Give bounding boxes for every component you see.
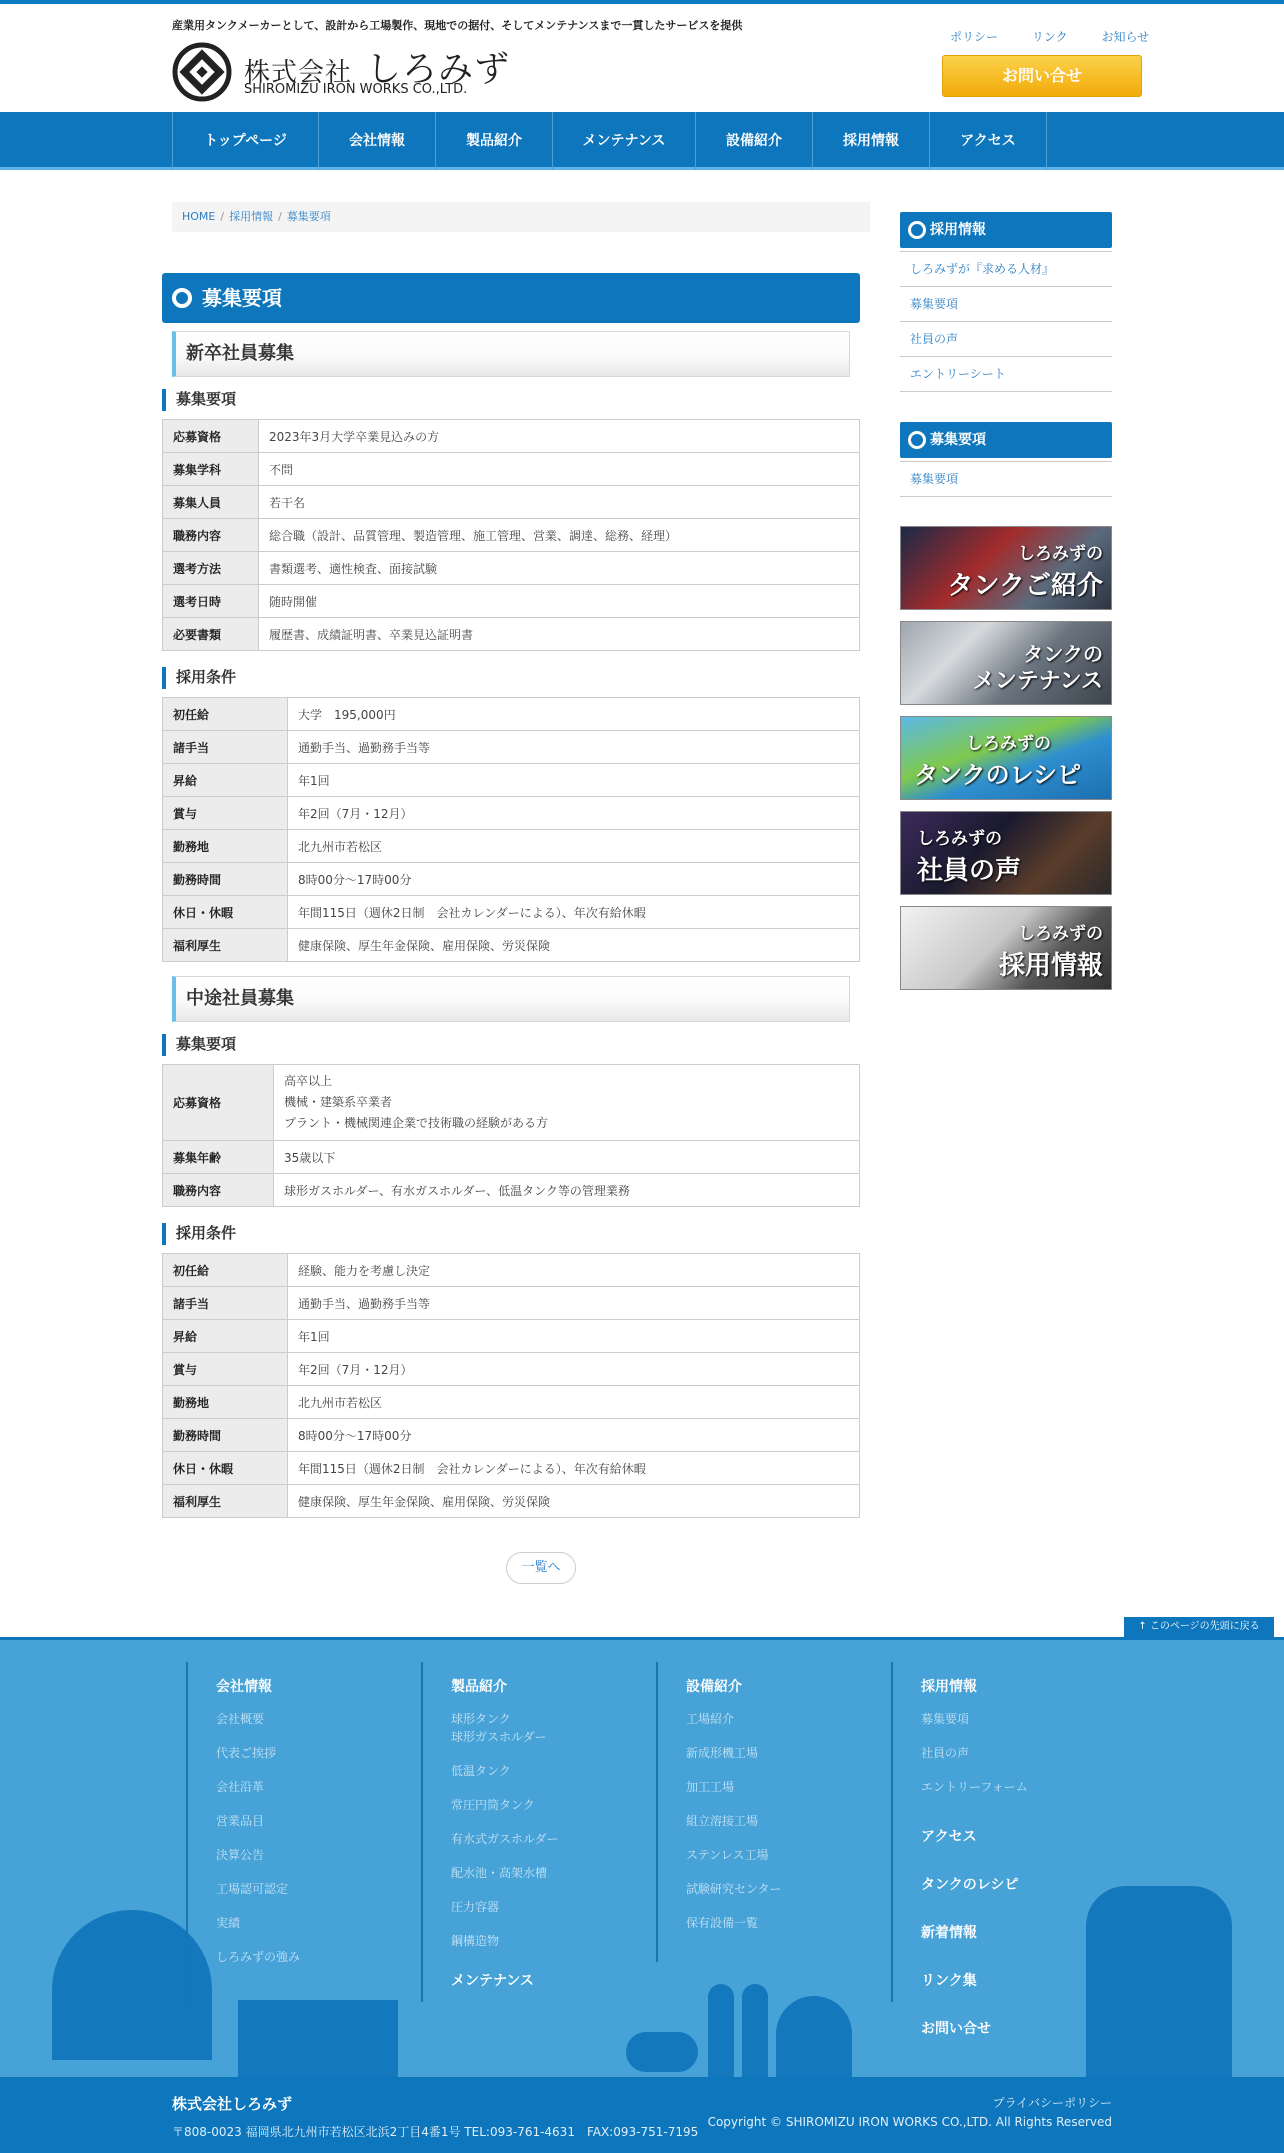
logo-name: しろみず (366, 50, 511, 90)
table-row (163, 830, 860, 863)
table-row (163, 1141, 860, 1174)
row-value: 大学 195,000円 (288, 698, 860, 731)
banner-line2: 採用情報 (998, 951, 1103, 981)
sidebar-heading-text: 募集要項 (930, 432, 986, 448)
banner-tank-intro[interactable] (900, 526, 1112, 610)
row-value: 通勤手当、過勤務手当等 (288, 1287, 860, 1320)
row-label: 応募資格 (163, 1065, 274, 1141)
row-value: 健康保険、厚生年金保険、雇用保険、労災保険 (288, 1485, 860, 1518)
footer-link[interactable]: 営業品目 (216, 1814, 265, 1828)
row-value: 8時00分〜17時00分 (288, 863, 860, 896)
row-value: 履歴書、成績証明書、卒業見込証明書 (259, 618, 860, 651)
footer-link[interactable]: しろみずの強み (216, 1950, 301, 1964)
table-row (163, 420, 860, 453)
row-label: 募集年齢 (163, 1141, 274, 1174)
row-value: 健康保険、厚生年金保険、雇用保険、労災保険 (288, 929, 860, 962)
sidebar-requirements-heading (900, 422, 1112, 458)
header-tagline: 産業用タンクメーカーとして、設計から工場製作、現地での据付、そしてメンテナンスまで一貫したサービスを提供 (172, 19, 743, 32)
table-row (163, 519, 860, 552)
table-row (163, 486, 860, 519)
nav-item-access[interactable]: アクセス (930, 112, 1047, 170)
ring-icon (908, 221, 926, 239)
breadcrumb-home[interactable]: HOME (182, 210, 216, 223)
silo-silhouette-icon (742, 1984, 768, 2077)
row-value: 年1回 (288, 1320, 860, 1353)
footer-company-name: 株式会社しろみず (172, 2095, 293, 2113)
qualification-line: プラント・機械関連企業で技術職の経験がある方 (284, 1116, 549, 1130)
footer-link[interactable]: 常圧円筒タンク (451, 1798, 535, 1812)
new-grad-recruit-table (162, 419, 860, 651)
mid-career-cond-heading: 採用条件 (162, 1223, 860, 1245)
nav-item-products[interactable]: 製品紹介 (436, 112, 553, 170)
row-label: 職務内容 (163, 1174, 274, 1207)
row-value: 2023年3月大学卒業見込みの方 (259, 420, 860, 453)
row-label: 職務内容 (163, 519, 259, 552)
row-value: 通勤手当、過勤務手当等 (288, 731, 860, 764)
row-value: 北九州市若松区 (288, 1386, 860, 1419)
banner-recruit-info[interactable] (900, 906, 1112, 990)
table-row (163, 1485, 860, 1518)
table-row (163, 1174, 860, 1207)
footer-link[interactable]: 球形ガスホルダー (451, 1730, 547, 1744)
banner-line2: メンテナンス (972, 669, 1103, 694)
footer-address: 〒808-0023 福岡県北九州市若松区北浜2丁目4番1号 TEL:093-761-4631 FAX:093-751-7195 (172, 2125, 699, 2139)
row-label: 初任給 (163, 1254, 288, 1287)
utility-links (950, 28, 1179, 45)
sidebar-item-requirements-2[interactable]: 募集要項 (900, 462, 1112, 497)
footer-link[interactable]: 決算公告 (216, 1848, 265, 1862)
footer-link[interactable]: 球形タンク (451, 1712, 511, 1726)
footer-col-facilities (656, 1662, 782, 1962)
footer-link[interactable]: 低温タンク (451, 1764, 511, 1778)
footer-copyright: Copyright © SHIROMIZU IRON WORKS CO.,LTD. All Rights Reserved (707, 2115, 1112, 2129)
row-label: 募集人員 (163, 486, 259, 519)
qualification-line: 機械・建築系卒業者 (284, 1095, 393, 1109)
row-label: 福利厚生 (163, 1485, 288, 1518)
footer-link-news[interactable]: 新着情報 (921, 1925, 977, 1941)
footer-link[interactable]: ステンレス工場 (686, 1848, 769, 1862)
new-grad-heading: 新卒社員募集 (172, 331, 850, 377)
sidebar-item-entry[interactable]: エントリーシート (900, 357, 1112, 392)
row-label: 勤務時間 (163, 1419, 288, 1452)
row-label: 応募資格 (163, 420, 259, 453)
footer-link-contact[interactable]: お問い合せ (921, 2021, 991, 2037)
row-value: 年1回 (288, 764, 860, 797)
logo-mark-icon (172, 42, 232, 102)
banner-line1: しろみずの (966, 734, 1051, 754)
row-value: 経験、能力を考慮し決定 (288, 1254, 860, 1287)
qualification-line: 高卒以上 (284, 1074, 333, 1088)
footer-link[interactable]: 工場認可認定 (216, 1882, 289, 1896)
footer-link[interactable]: 募集要項 (921, 1712, 970, 1726)
footer-link-recipe[interactable]: タンクのレシピ (921, 1877, 1019, 1893)
row-value: 8時00分〜17時00分 (288, 1419, 860, 1452)
mid-career-heading: 中途社員募集 (172, 976, 850, 1022)
row-label: 必要書類 (163, 618, 259, 651)
footer-link[interactable]: 実績 (216, 1916, 241, 1930)
nav-item-company[interactable]: 会社情報 (319, 112, 436, 170)
footer-link-access[interactable]: アクセス (921, 1829, 977, 1845)
row-value (274, 1065, 860, 1141)
footer-link[interactable]: 有水式ガスホルダー (451, 1832, 559, 1846)
footer-link[interactable]: 鋼構造物 (451, 1934, 500, 1948)
table-row (163, 863, 860, 896)
footer-link[interactable]: 試験研究センター (686, 1882, 782, 1896)
silo-silhouette-icon (708, 1984, 734, 2077)
footer-link[interactable]: エントリーフォーム (921, 1780, 1028, 1794)
row-value: 35歳以下 (274, 1141, 860, 1174)
sidebar-item-requirements[interactable]: 募集要項 (900, 287, 1112, 322)
footer-link[interactable]: 代表ご挨拶 (216, 1746, 277, 1760)
logo-prefix: 株式会社 (244, 58, 353, 88)
sidebar-heading-text: 採用情報 (930, 222, 986, 238)
sidebar-item-voices[interactable]: 社員の声 (900, 322, 1112, 357)
new-grad-cond-table (162, 697, 860, 962)
back-to-top-text: このページの先頭に戻る (1149, 1621, 1260, 1632)
row-label: 昇給 (163, 764, 288, 797)
row-label: 勤務地 (163, 1386, 288, 1419)
table-row (163, 764, 860, 797)
breadcrumb-current: 募集要項 (286, 210, 331, 223)
footer-link[interactable]: 組立溶接工場 (686, 1814, 759, 1828)
main-content (162, 273, 860, 1518)
row-value: 若干名 (259, 486, 860, 519)
nav-item-recruit[interactable]: 採用情報 (813, 112, 930, 170)
banner-line1: タンクの (1023, 642, 1103, 666)
table-row (163, 1287, 860, 1320)
banner-line2: 社員の声 (917, 856, 1022, 886)
util-link-news[interactable]: お知らせ (1101, 30, 1150, 44)
sidebar (900, 212, 1112, 1001)
row-label: 勤務時間 (163, 863, 288, 896)
new-grad-cond-heading: 採用条件 (162, 667, 860, 689)
row-value: 不問 (259, 453, 860, 486)
gas-holder-silhouette-icon (1086, 1886, 1232, 2077)
ring-icon (908, 431, 926, 449)
table-row (163, 552, 860, 585)
table-row (163, 1419, 860, 1452)
sphere-tank-silhouette-icon (776, 1996, 852, 2077)
global-nav (0, 112, 1284, 170)
footer-bottom (0, 2077, 1284, 2153)
banner-line2: タンクご紹介 (947, 571, 1103, 601)
table-row (163, 731, 860, 764)
row-value: 随時開催 (259, 585, 860, 618)
row-label: 勤務地 (163, 830, 288, 863)
site-logo[interactable] (172, 40, 512, 104)
sidebar-item-ideal-candidate[interactable]: しろみずが『求める人材』 (900, 252, 1112, 287)
logo-english: SHIROMIZU IRON WORKS CO.,LTD. (244, 82, 468, 97)
table-row (163, 1320, 860, 1353)
row-label: 選考日時 (163, 585, 259, 618)
row-label: 賞与 (163, 797, 288, 830)
footer-heading[interactable]: 採用情報 (921, 1679, 977, 1695)
row-label: 諸手当 (163, 731, 288, 764)
table-row (163, 1452, 860, 1485)
footer-link[interactable]: 会社概要 (216, 1712, 265, 1726)
breadcrumb-recruit[interactable]: 採用情報 (229, 210, 274, 223)
nav-item-maintenance[interactable]: メンテナンス (553, 112, 696, 170)
ring-icon (172, 288, 192, 308)
footer-privacy-link[interactable]: プライバシーポリシー (992, 2096, 1112, 2110)
banner-employee-voices[interactable] (900, 811, 1112, 895)
banner-tank-maintenance[interactable] (900, 621, 1112, 705)
mid-career-recruit-table (162, 1064, 860, 1207)
nav-item-top[interactable]: トップページ (173, 112, 319, 170)
breadcrumb: HOME / 採用情報 / 募集要項 (172, 202, 870, 232)
mid-career-cond-table (162, 1253, 860, 1518)
table-row (163, 698, 860, 731)
arrow-up-icon: ↑ (1138, 1621, 1150, 1632)
page-title (162, 273, 860, 323)
banner-list (900, 526, 1112, 990)
footer-link[interactable]: 配水池・高架水槽 (451, 1866, 548, 1880)
page-title-text: 募集要項 (202, 286, 282, 310)
row-label: 福利厚生 (163, 929, 288, 962)
table-row (163, 618, 860, 651)
mid-career-recruit-heading: 募集要項 (162, 1034, 860, 1056)
row-value: 球形ガスホルダー、有水ガスホルダー、低温タンク等の管理業務 (274, 1174, 860, 1207)
cylinder-tank-silhouette-icon (626, 2032, 698, 2072)
footer-col-recruit (891, 1662, 1028, 2037)
util-link-links[interactable]: リンク (1031, 30, 1068, 44)
footer-link[interactable]: 新成形機工場 (686, 1746, 759, 1760)
site-header (0, 4, 1284, 112)
row-value: 年2回（7月・12月） (288, 1353, 860, 1386)
table-row (163, 1065, 860, 1141)
banner-line1: しろみずの (1018, 924, 1103, 944)
row-value: 年間115日（週休2日制 会社カレンダーによる）、年次有給休暇 (288, 896, 860, 929)
table-row (163, 453, 860, 486)
building-silhouette-icon (238, 2000, 398, 2077)
footer-col-products (421, 1662, 559, 2002)
banner-tank-recipe[interactable] (900, 716, 1112, 800)
row-label: 昇給 (163, 1320, 288, 1353)
table-row (163, 1353, 860, 1386)
nav-item-facilities[interactable]: 設備紹介 (696, 112, 813, 170)
footer-link[interactable]: 圧力容器 (451, 1900, 500, 1914)
footer-link[interactable]: 工場紹介 (686, 1712, 735, 1726)
row-label: 募集学科 (163, 453, 259, 486)
banner-line1: しろみずの (917, 829, 1002, 849)
table-row (163, 896, 860, 929)
banner-line2: タンクのレシピ (914, 761, 1081, 789)
footer-link-maintenance[interactable]: メンテナンス (451, 1973, 534, 1989)
row-label: 休日・休暇 (163, 896, 288, 929)
row-label: 諸手当 (163, 1287, 288, 1320)
back-to-list-button[interactable]: 一覧へ (506, 1552, 576, 1584)
footer-link-links[interactable]: リンク集 (921, 1973, 977, 1989)
footer-heading[interactable]: 会社情報 (216, 1679, 272, 1695)
row-value: 北九州市若松区 (288, 830, 860, 863)
table-row (163, 1254, 860, 1287)
sidebar-recruit-heading (900, 212, 1112, 248)
row-value: 年間115日（週休2日制 会社カレンダーによる）、年次有給休暇 (288, 1452, 860, 1485)
row-value: 書類選考、適性検査、面接試験 (259, 552, 860, 585)
table-row (163, 797, 860, 830)
footer-link[interactable]: 社員の声 (921, 1746, 970, 1760)
back-to-top-link[interactable] (1124, 1617, 1274, 1637)
contact-button[interactable]: お問い合せ (942, 55, 1142, 97)
footer-link[interactable]: 加工工場 (686, 1780, 735, 1794)
row-label: 選考方法 (163, 552, 259, 585)
site-footer (0, 1637, 1284, 2077)
banner-line1: しろみずの (1018, 544, 1103, 564)
row-label: 休日・休暇 (163, 1452, 288, 1485)
row-value: 年2回（7月・12月） (288, 797, 860, 830)
footer-link[interactable]: 会社沿革 (216, 1780, 265, 1794)
table-row (163, 1386, 860, 1419)
footer-heading[interactable]: 設備紹介 (686, 1679, 742, 1695)
footer-col-company (186, 1662, 300, 2002)
new-grad-recruit-heading: 募集要項 (162, 389, 860, 411)
footer-link[interactable]: 保有設備一覧 (686, 1916, 759, 1930)
row-label: 初任給 (163, 698, 288, 731)
table-row (163, 585, 860, 618)
table-row (163, 929, 860, 962)
row-label: 賞与 (163, 1353, 288, 1386)
footer-heading[interactable]: 製品紹介 (451, 1679, 507, 1695)
row-value: 総合職（設計、品質管理、製造管理、施工管理、営業、調達、総務、経理） (259, 519, 860, 552)
util-link-policy[interactable]: ポリシー (950, 30, 999, 44)
